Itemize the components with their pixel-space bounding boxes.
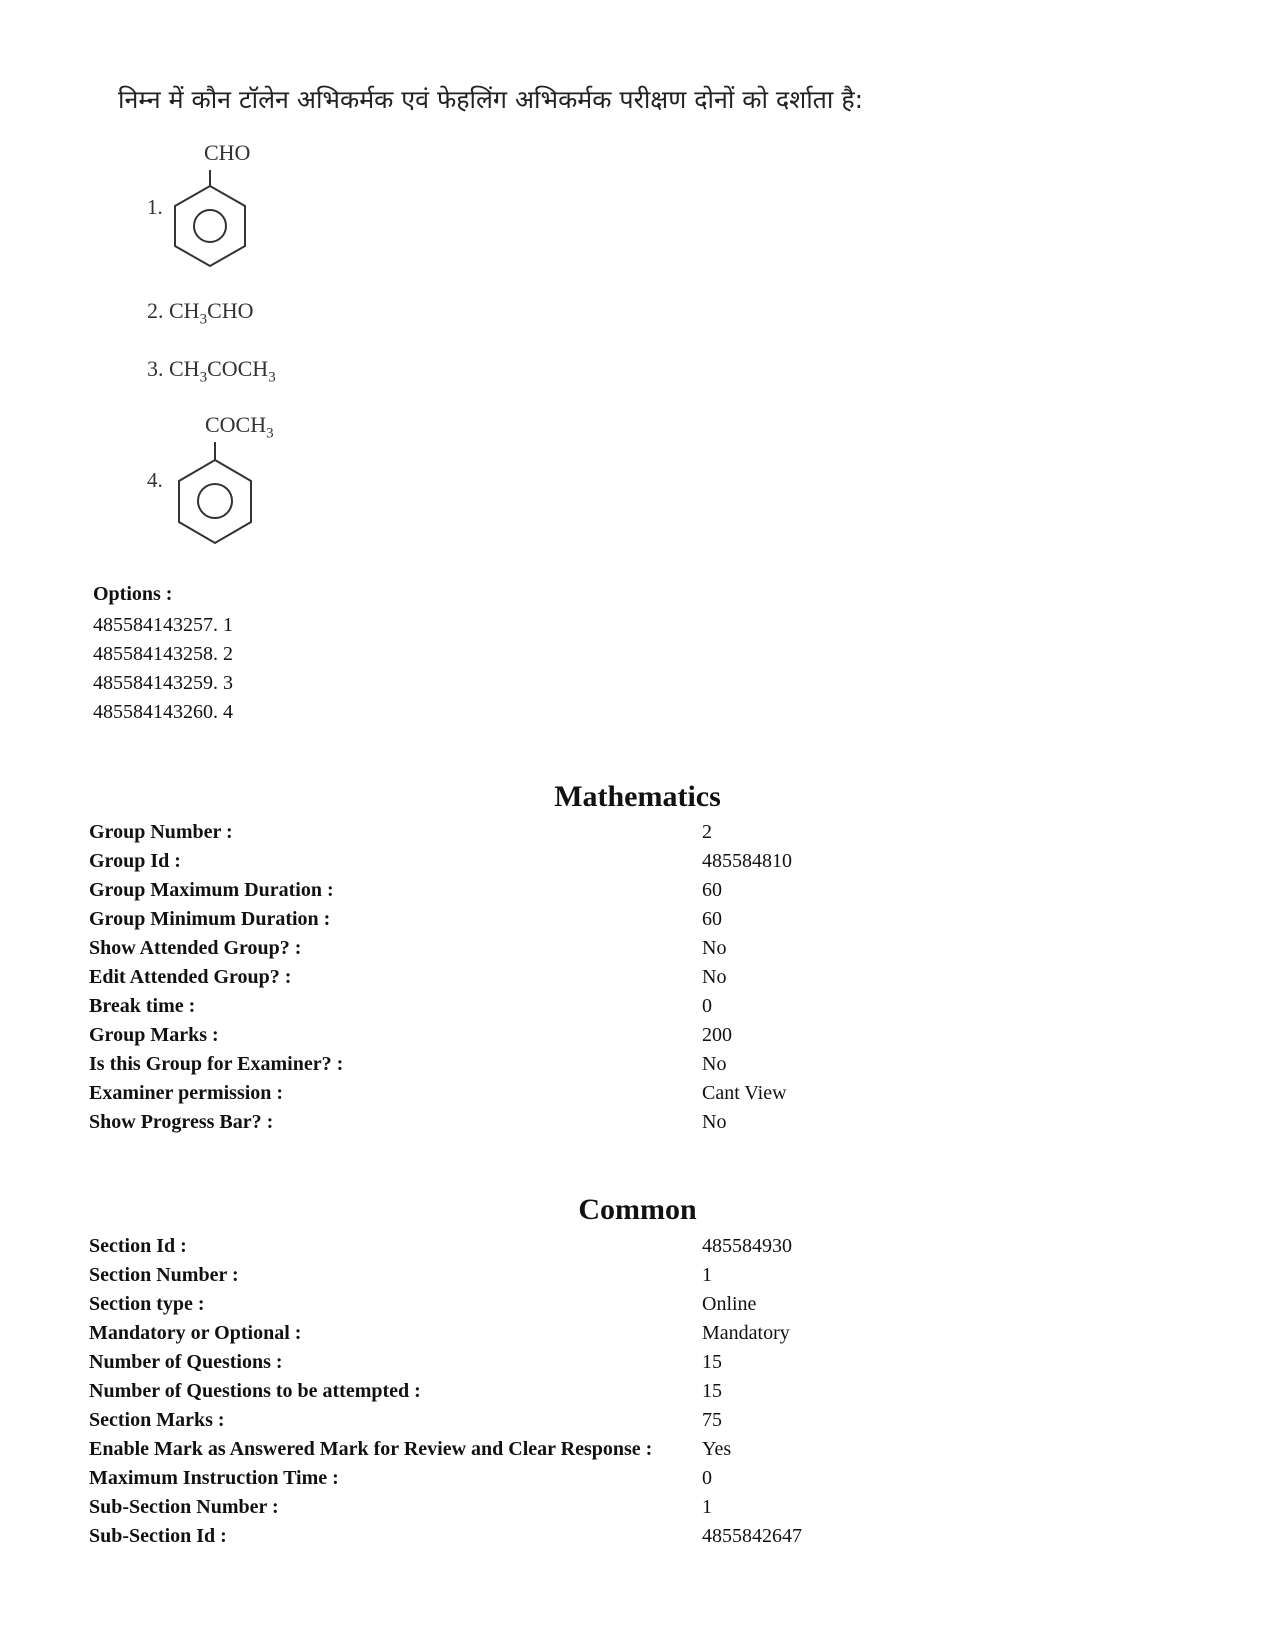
section-details-table <box>89 1232 802 1551</box>
choice-1-number: 1. <box>147 195 163 219</box>
detail-key: Number of Questions : <box>89 1351 283 1373</box>
detail-key: Group Maximum Duration : <box>89 879 334 901</box>
detail-key: Examiner permission : <box>89 1082 284 1104</box>
option-item: 485584143257. 1 <box>93 614 233 636</box>
choice-1-group-label: CHO <box>204 140 251 165</box>
detail-key: Sub-Section Number : <box>89 1496 279 1518</box>
option-item: 485584143260. 4 <box>93 701 233 723</box>
detail-value: No <box>702 1053 727 1075</box>
detail-key: Show Attended Group? : <box>89 937 302 959</box>
detail-row <box>89 1021 792 1050</box>
detail-value: 485584930 <box>702 1235 792 1257</box>
detail-key: Section type : <box>89 1293 205 1315</box>
detail-row <box>89 992 792 1021</box>
detail-key: Group Number : <box>89 821 233 843</box>
detail-row <box>89 1464 802 1493</box>
detail-key: Maximum Instruction Time : <box>89 1467 339 1489</box>
detail-key: Is this Group for Examiner? : <box>89 1053 344 1075</box>
detail-value: 200 <box>702 1024 732 1046</box>
detail-row <box>89 1079 792 1108</box>
detail-key: Number of Questions to be attempted : <box>89 1380 421 1402</box>
detail-value: 1 <box>702 1264 712 1286</box>
detail-row <box>89 1290 802 1319</box>
choice-4-number: 4. <box>147 468 163 492</box>
option-item: 485584143258. 2 <box>93 643 233 665</box>
detail-value: 60 <box>702 908 722 930</box>
detail-key: Edit Attended Group? : <box>89 966 292 988</box>
detail-key: Sub-Section Id : <box>89 1525 227 1547</box>
detail-row <box>89 1435 802 1464</box>
detail-key: Group Minimum Duration : <box>89 908 331 930</box>
choice-2-formula: 2. $CH_3CHO$ <box>147 298 254 328</box>
detail-value: 15 <box>702 1351 722 1373</box>
detail-key: Show Progress Bar? : <box>89 1111 274 1133</box>
detail-value: 15 <box>702 1380 722 1402</box>
detail-value: Online <box>702 1293 757 1315</box>
detail-value: Cant View <box>702 1082 787 1104</box>
section-title: Common <box>578 1193 697 1226</box>
detail-value: Mandatory <box>702 1322 790 1344</box>
detail-value: 75 <box>702 1409 722 1431</box>
detail-value: No <box>702 1111 727 1133</box>
choice-4-group-label: $COCH_3$ <box>205 412 274 442</box>
detail-key: Mandatory or Optional : <box>89 1322 302 1344</box>
detail-row <box>89 1406 802 1435</box>
detail-value: 485584810 <box>702 850 792 872</box>
option-item: 485584143259. 3 <box>93 672 233 694</box>
detail-value: 60 <box>702 879 722 901</box>
detail-key: Group Id : <box>89 850 181 872</box>
detail-row <box>89 1319 802 1348</box>
choice-3-formula: 3. $CH_3COCH_3$ <box>147 356 276 386</box>
detail-key: Enable Mark as Answered Mark for Review and Clear Response : <box>89 1438 653 1460</box>
detail-row <box>89 847 792 876</box>
detail-key: Section Marks : <box>89 1409 225 1431</box>
question-text: निम्न में कौन टॉलेन अभिकर्मक एवं फेहलिंग अभिकर्मक परीक्षण दोनों को दर्शाता है: <box>118 85 864 114</box>
benzene-ring-4 <box>175 442 255 546</box>
detail-row <box>89 1522 802 1551</box>
benzene-ring-1 <box>170 170 250 270</box>
detail-row <box>89 1377 802 1406</box>
detail-key: Group Marks : <box>89 1024 219 1046</box>
group-title: Mathematics <box>554 780 721 813</box>
detail-value: Yes <box>702 1438 732 1460</box>
detail-key: Section Number : <box>89 1264 239 1286</box>
detail-row <box>89 1261 802 1290</box>
detail-row <box>89 818 792 847</box>
detail-row <box>89 934 792 963</box>
detail-value: No <box>702 966 727 988</box>
detail-key: Section Id : <box>89 1235 187 1257</box>
detail-value: 0 <box>702 1467 712 1489</box>
group-details-table <box>89 818 792 1137</box>
detail-value: 4855842647 <box>702 1525 802 1547</box>
detail-row <box>89 963 792 992</box>
options-list <box>93 611 233 727</box>
detail-value: 2 <box>702 821 712 843</box>
detail-row <box>89 1493 802 1522</box>
detail-row <box>89 1232 802 1261</box>
detail-value: 1 <box>702 1496 712 1518</box>
options-heading: Options : <box>93 583 173 605</box>
detail-row <box>89 1348 802 1377</box>
detail-value: 0 <box>702 995 712 1017</box>
detail-row <box>89 876 792 905</box>
detail-value: No <box>702 937 727 959</box>
detail-row <box>89 905 792 934</box>
detail-row <box>89 1050 792 1079</box>
detail-key: Break time : <box>89 995 196 1017</box>
detail-row <box>89 1108 792 1137</box>
